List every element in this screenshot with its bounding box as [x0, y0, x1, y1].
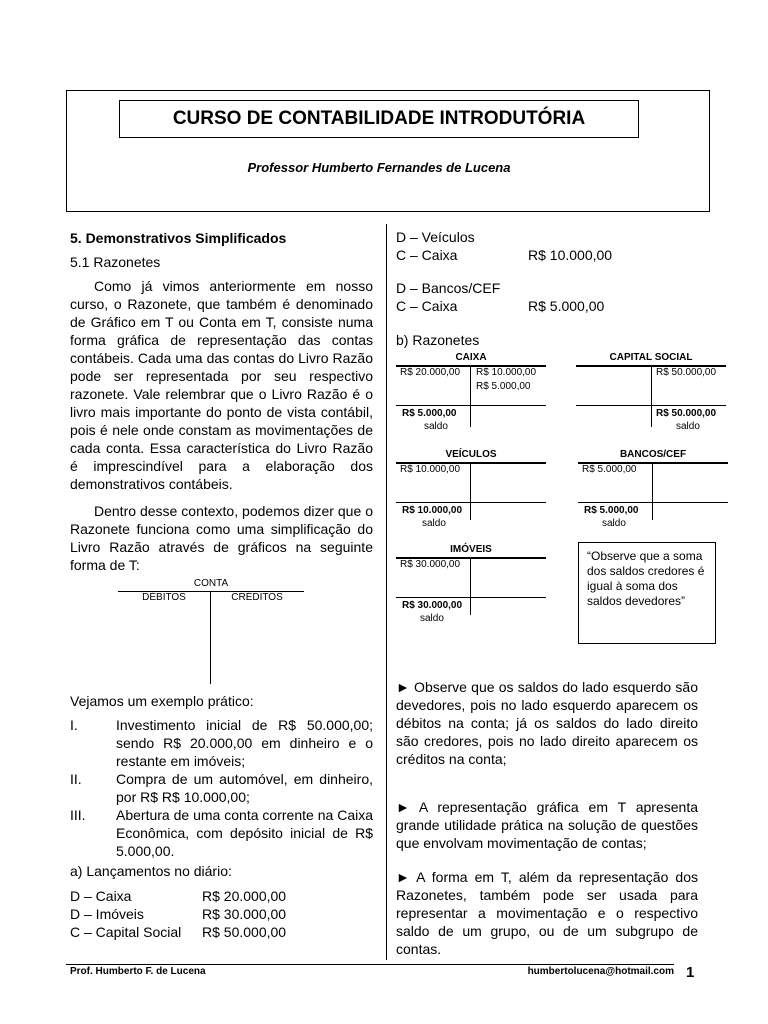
list-text: Compra de um automóvel, em dinheiro, por R$ R$ 10.000,00;: [116, 771, 373, 805]
t-balance-line: [396, 405, 546, 406]
subsection-title: 5.1 Razonetes: [70, 254, 161, 270]
t-account-bancos-cef: [578, 449, 728, 531]
list-text: Abertura de uma conta corrente na Caixa Econômica, com depósito inicial de R$ 5.000,00.: [116, 807, 373, 859]
entry-account: D – Bancos/CEF: [396, 280, 501, 296]
observation-note: “Observe que a soma dos saldos credores é igual à soma dos saldos devedores”: [578, 542, 716, 644]
entry-row: [396, 279, 698, 297]
section-title: 5. Demonstrativos Simplificados: [70, 230, 287, 246]
journal-value: R$ 20.000,00: [202, 888, 287, 904]
paragraph-2: Dentro desse contexto, podemos dizer que o Razonete funciona como uma simplificação do Livro Razão através de gráficos na seguinte forma de T:: [70, 503, 373, 573]
entry-value: R$ 10.000,00: [528, 247, 613, 263]
t-diagram-credit: CRÉDITOS: [231, 592, 283, 603]
bullet-3: ► A forma em T, além da representação dos Razonetes, também pode ser usada para representar a movimentação e o respectivo saldo de um grupo, ou de um subgrupo de contas.: [396, 869, 698, 957]
account-name: CAIXA: [455, 352, 487, 363]
account-name: BANCOS/CEF: [619, 449, 687, 460]
list-number: II.: [70, 771, 82, 787]
credit-entry: R$ 5.000,00: [476, 381, 531, 392]
bullet-2: ► A representação gráfica em T apresenta grande utilidade prática na solução de questões que envolvam movimentação de contas;: [396, 799, 698, 851]
journal-account: D – Caixa: [70, 888, 132, 904]
entry-account: C – Caixa: [396, 247, 458, 263]
debit-entry: R$ 20.000,00: [400, 367, 461, 378]
t-vertical-line: [651, 365, 652, 427]
journal-row: [70, 905, 373, 923]
t-account-veiculos: [396, 449, 546, 531]
list-item: [70, 806, 373, 860]
page-title: CURSO DE CONTABILIDADE INTRODUTÓRIA: [172, 108, 586, 129]
balance-value: R$ 30.000,00: [402, 600, 463, 611]
credit-entry: R$ 50.000,00: [656, 367, 717, 378]
credit-entry: R$ 10.000,00: [476, 367, 537, 378]
t-vertical-line: [470, 557, 471, 615]
t-account-imoveis: [396, 544, 546, 626]
t-vertical-line: [470, 365, 471, 427]
debit-entry: R$ 30.000,00: [400, 559, 461, 570]
list-number: I.: [70, 717, 78, 733]
journal-entries: [70, 887, 373, 941]
list-item: [70, 716, 373, 770]
entry-account: C – Caixa: [396, 298, 458, 314]
professor-name: Professor Humberto Fernandes de Lucena: [247, 160, 511, 175]
list-text: Investimento inicial de R$ 50.000,00; sendo R$ 20.000,00 em dinheiro e o restante em imóveis;: [116, 717, 373, 769]
t-diagram-vline: [210, 592, 211, 684]
debit-entry: R$ 5.000,00: [582, 464, 637, 475]
journal-title: a) Lançamentos no diário:: [70, 863, 232, 879]
t-balance-line: [578, 502, 728, 503]
balance-value: R$ 5.000,00: [584, 505, 639, 516]
balance-label: saldo: [420, 613, 444, 624]
journal-row: [70, 887, 373, 905]
t-account-capital-social: [576, 352, 726, 432]
entry-account: D – Veículos: [396, 229, 475, 245]
page-number: 1: [686, 964, 695, 981]
account-name: CAPITAL SOCIAL: [609, 352, 693, 363]
entry-row: [396, 228, 698, 246]
balance-label: saldo: [602, 518, 626, 529]
debit-entry: R$ 10.000,00: [400, 464, 461, 475]
list-item: [70, 770, 373, 806]
entry-row: [396, 246, 698, 264]
balance-value: R$ 10.000,00: [402, 505, 463, 516]
bullet-1: ► Observe que os saldos do lado esquerdo são devedores, pois no lado esquerdo aparecem os débitos na conta; já os saldos do lado direito são credores, pois no lado direito aparecem os créditos na conta;: [396, 679, 698, 767]
account-name: IMÓVEIS: [450, 544, 492, 555]
footer-author: Prof. Humberto F. de Lucena: [70, 966, 206, 977]
balance-value: R$ 50.000,00: [656, 408, 717, 419]
example-intro: Vejamos um exemplo prático:: [70, 693, 254, 709]
t-diagram-headers: [118, 592, 304, 604]
t-diagram-debit: DÉBITOS: [142, 592, 186, 603]
balance-label: saldo: [422, 518, 446, 529]
journal-value: R$ 30.000,00: [202, 906, 287, 922]
account-name: VEÍCULOS: [445, 449, 497, 460]
t-vertical-line: [470, 462, 471, 520]
t-vertical-line: [652, 462, 653, 520]
t-account-caixa: [396, 352, 546, 432]
list-number: III.: [70, 807, 86, 823]
t-balance-line: [396, 597, 546, 598]
entry-veiculos: [396, 228, 698, 264]
entry-value: R$ 5.000,00: [528, 298, 605, 314]
example-list: [70, 716, 373, 860]
balance-label: saldo: [676, 421, 700, 432]
journal-row: [70, 923, 373, 941]
t-balance-line: [576, 405, 726, 406]
t-diagram-title: CONTA: [193, 578, 229, 589]
balance-label: saldo: [424, 421, 448, 432]
journal-value: R$ 50.000,00: [202, 924, 287, 940]
balance-value: R$ 5.000,00: [402, 408, 457, 419]
footer-email[interactable]: humbertolucena@hotmail.com: [527, 966, 674, 977]
journal-account: D – Imóveis: [70, 906, 144, 922]
t-account-diagram: [118, 578, 304, 604]
footer-line: [66, 964, 674, 965]
journal-account: C – Capital Social: [70, 924, 182, 940]
entry-bancos: [396, 279, 698, 315]
t-balance-line: [396, 502, 546, 503]
column-divider: [386, 224, 387, 960]
razonetes-title: b) Razonetes: [396, 332, 480, 348]
paragraph-1: Como já vimos anteriormente em nosso curso, o Razonete, que também é denominado de Gráfico em T ou Conta em T, consiste numa forma gráfica de representação das contas contábeis. Cada uma das contas do Livro Razão pode ser representada por seu respectivo razonete. Vale relembrar que o Livro Razão é o livro mais importante do ponto de vista contábil, pois é nele onde constam as movimentações de cada conta. Essa característica do Livro Razão é imprescindível para a elaboração dos demonstrativos contábeis.: [70, 278, 373, 492]
entry-row: [396, 297, 698, 315]
